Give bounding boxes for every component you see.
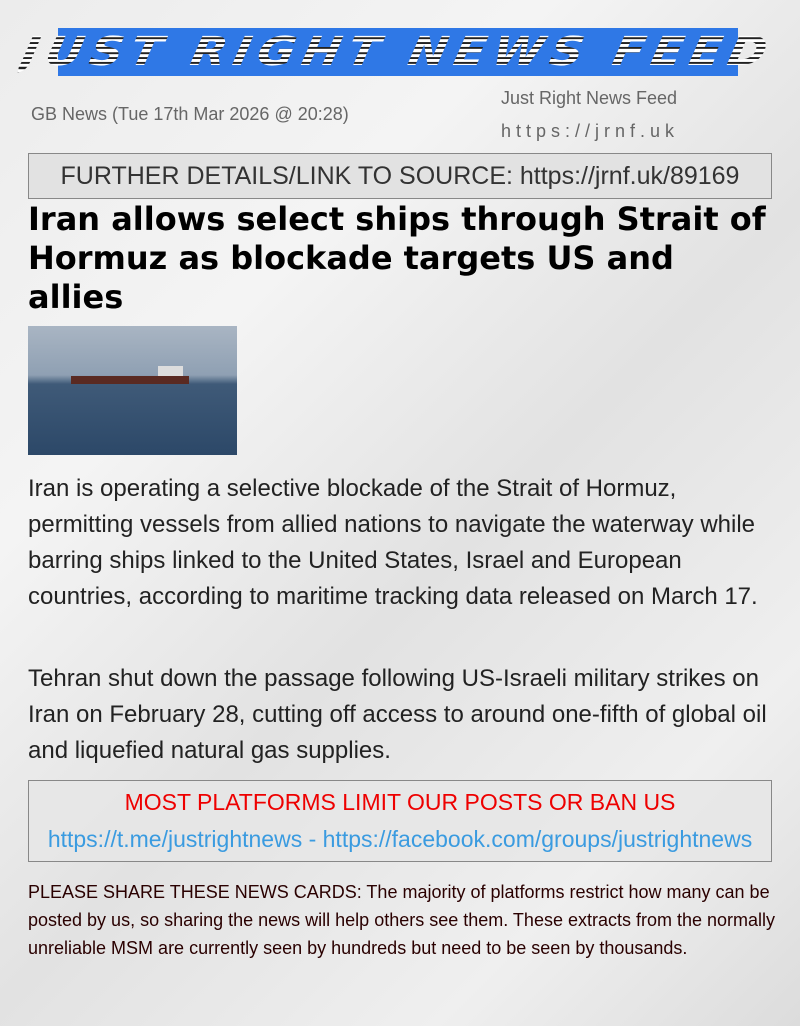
brand-url[interactable]: https://jrnf.uk — [501, 121, 680, 141]
tanker-ship — [71, 376, 189, 384]
brand-name: Just Right News Feed — [501, 88, 678, 108]
share-notice: PLEASE SHARE THESE NEWS CARDS: The majority of platforms restrict how many can be posted by us, so sharing the news will help others see them. These extracts from the normally unreliable MSM are currently seen by hundreds but need to be seen by thousands. — [28, 882, 776, 958]
headline: Iran allows select ships through Strait of Hormuz as blockade targets US and allies — [28, 200, 766, 316]
source-link-box[interactable] — [28, 153, 772, 199]
warning-text: MOST PLATFORMS LIMIT OUR POSTS OR BAN US — [124, 789, 676, 815]
site-logo — [17, 28, 779, 76]
paragraph: Tehran shut down the passage following US-Israeli military strikes on Iran on February 28, cutting off access to around one-fifth of global oil and liquefied natural gas supplies. — [28, 665, 767, 764]
logo-text: JUST RIGHT NEWS FEED — [17, 29, 779, 75]
ship-superstructure — [158, 366, 183, 376]
social-links[interactable]: https://t.me/justrightnews - https://facebook.com/groups/justrightnews — [47, 826, 753, 852]
article-photo — [28, 326, 237, 455]
paragraph: Iran is operating a selective blockade of the Strait of Hormuz, permitting vessels from allied nations to navigate the waterway while barring ships linked to the United States, Israel and European countries, according to maritime tracking data released on March 17. — [28, 475, 758, 610]
source-dateline: GB News (Tue 17th Mar 2026 @ 20:28) — [31, 104, 349, 124]
platform-warning-box — [28, 780, 772, 862]
source-link[interactable]: FURTHER DETAILS/LINK TO SOURCE: https://jrnf.uk/89169 — [60, 161, 740, 190]
